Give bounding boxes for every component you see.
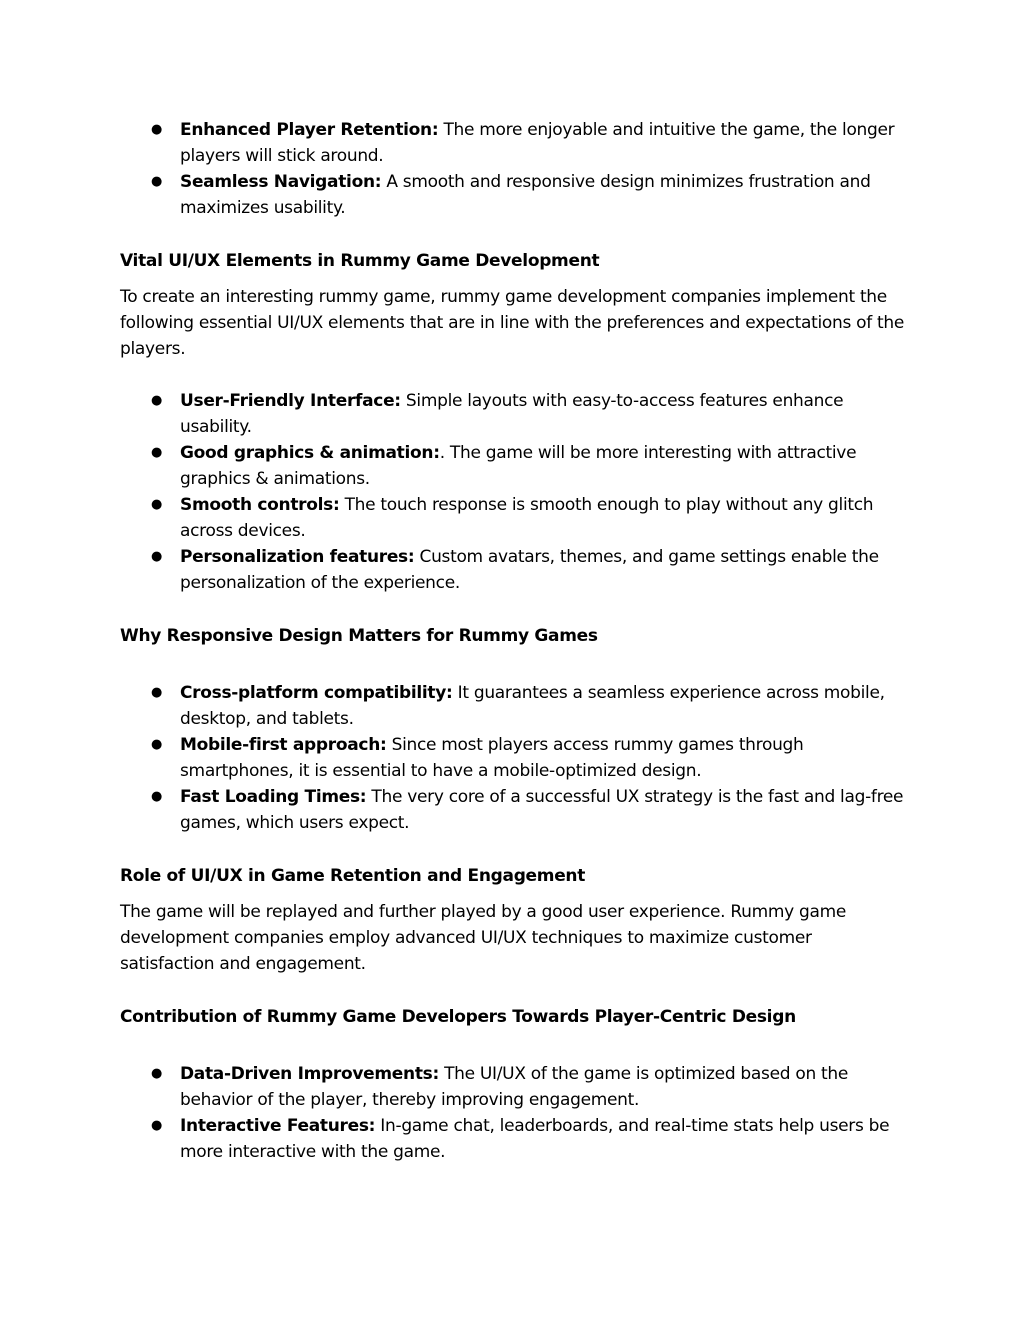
list-item-term: Mobile-first approach: — [180, 735, 387, 755]
list-item-term: Smooth controls: — [180, 495, 340, 515]
section-paragraph-vital-elements: To create an interesting rummy game, rummy game development companies implement the following essential UI/UX elements that are in line with the preferences and expectations of the players. — [120, 287, 905, 359]
list-item-text: It guarantees a seamless experience across mobile, desktop, and tablets. — [180, 683, 885, 729]
list-item-term: Data-Driven Improvements: — [180, 1064, 439, 1084]
list-item-text: . The game will be more interesting with attractive graphics & animations. — [180, 443, 857, 489]
list-item-term: Good graphics & animation: — [180, 443, 440, 463]
list-item-term: Cross-platform compatibility: — [180, 683, 453, 703]
bullet-icon: ● — [151, 549, 163, 564]
list-item-text: Since most players access rummy games through smartphones, it is essential to have a mobile-optimized design. — [180, 735, 804, 781]
list-item — [120, 680, 906, 732]
list-item-text: In-game chat, leaderboards, and real-time stats help users be more interactive with the game. — [180, 1116, 890, 1162]
section-heading-player-centric-design: Contribution of Rummy Game Developers Towards Player-Centric Design — [120, 1007, 796, 1027]
list-item — [120, 492, 906, 544]
bullet-icon: ● — [151, 789, 163, 804]
intro-bullet-list — [120, 117, 906, 221]
player-centric-bullet-list — [120, 1061, 906, 1165]
list-item-text: Simple layouts with easy-to-access features enhance usability. — [180, 391, 844, 437]
section-heading-retention-engagement: Role of UI/UX in Game Retention and Engagement — [120, 866, 586, 886]
bullet-icon: ● — [151, 174, 163, 189]
list-item-term: Interactive Features: — [180, 1116, 376, 1136]
list-item-text: The touch response is smooth enough to play without any glitch across devices. — [180, 495, 874, 541]
section-heading-vital-elements: Vital UI/UX Elements in Rummy Game Development — [120, 251, 600, 271]
list-item-term: Enhanced Player Retention: — [180, 120, 439, 140]
bullet-icon: ● — [151, 497, 163, 512]
list-item-text: The more enjoyable and intuitive the game, the longer players will stick around. — [180, 120, 895, 166]
list-item-term: Fast Loading Times: — [180, 787, 367, 807]
bullet-icon: ● — [151, 685, 163, 700]
section-paragraph-retention-engagement: The game will be replayed and further played by a good user experience. Rummy game development companies employ advanced UI/UX techniques to maximize customer satisfaction and engagement. — [120, 902, 846, 974]
list-item — [120, 1061, 906, 1113]
list-item — [120, 440, 906, 492]
list-item-term: User-Friendly Interface: — [180, 391, 401, 411]
bullet-icon: ● — [151, 393, 163, 408]
vital-elements-bullet-list — [120, 388, 906, 596]
responsive-design-bullet-list — [120, 680, 906, 836]
list-item-term: Personalization features: — [180, 547, 415, 567]
list-item — [120, 1113, 906, 1165]
list-item — [120, 732, 906, 784]
list-item-text: A smooth and responsive design minimizes frustration and maximizes usability. — [180, 172, 871, 218]
bullet-icon: ● — [151, 1118, 163, 1133]
list-item — [120, 388, 906, 440]
bullet-icon: ● — [151, 737, 163, 752]
bullet-icon: ● — [151, 1066, 163, 1081]
bullet-icon: ● — [151, 445, 163, 460]
list-item-text: The very core of a successful UX strategy is the fast and lag-free games, which users expect. — [180, 787, 904, 833]
bullet-icon: ● — [151, 122, 163, 137]
document-page — [120, 117, 906, 1165]
list-item-term: Seamless Navigation: — [180, 172, 382, 192]
list-item — [120, 784, 906, 836]
list-item — [120, 544, 906, 596]
list-item-text: The UI/UX of the game is optimized based on the behavior of the player, thereby improving engagement. — [180, 1064, 849, 1110]
list-item-text: Custom avatars, themes, and game settings enable the personalization of the experience. — [180, 547, 879, 593]
list-item — [120, 169, 906, 221]
list-item — [120, 117, 906, 169]
section-heading-responsive-design: Why Responsive Design Matters for Rummy Games — [120, 626, 598, 646]
